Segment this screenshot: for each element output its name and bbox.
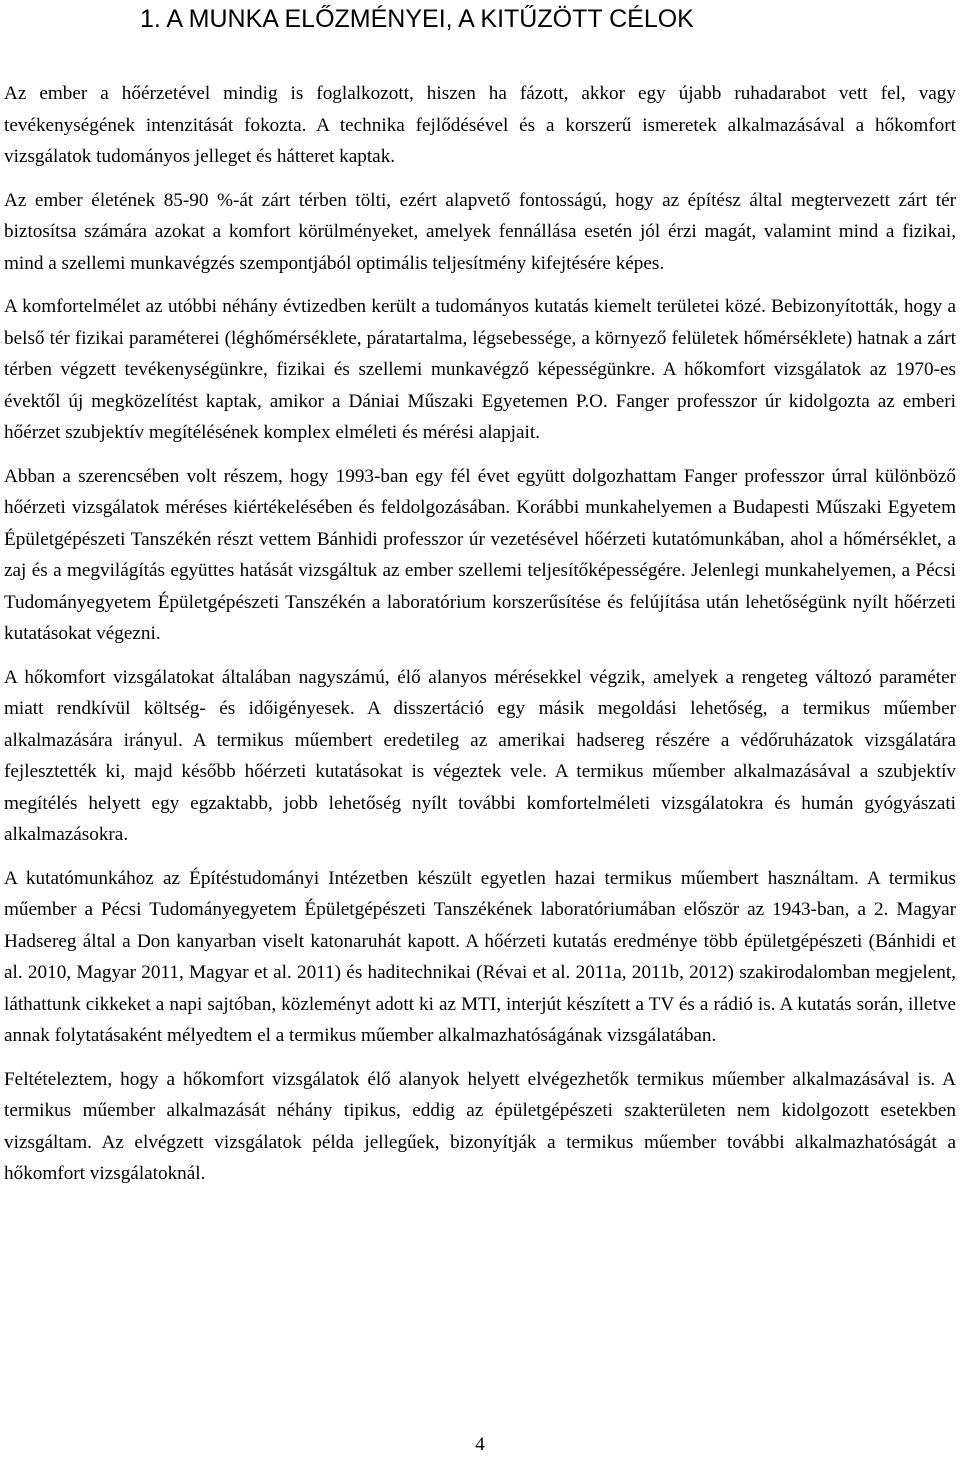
- paragraph-2: Az ember életének 85-90 %-át zárt térben tölti, ezért alapvető fontosságú, hogy az építész által megtervezett zárt tér biztosítsa számára azokat a komfort körülményeket, amelyek fennállása esetén jól érzi magát, valamint mind a fizikai, mind a szellemi munkavégzés szempontjából optimális teljesítmény kifejtésére képes.: [4, 189, 956, 274]
- body-text: [4, 78, 956, 1202]
- paragraph-4: Abban a szerencsében volt részem, hogy 1993-ban egy fél évet együtt dolgozhattam Fanger professzor úrral különböző hőérzeti vizsgálatok méréses kiértékelésében és feldolgozásában. Korábbi munkahelyemen a Budapesti Műszaki Egyetem Épületgépészeti Tanszékén részt vettem Bánhidi professzor úr vezetésével hőérzeti kutatómunkában, ahol a hőmérséklet, a zaj és a megvilágítás együttes hatását vizsgáltuk az ember szellemi teljesítőképességére. Jelenlegi munkahelyemen, a Pécsi Tudományegyetem Épületgépészeti Tanszékén a laboratórium korszerűsítése és felújítása után lehetőségünk nyílt hőérzeti kutatásokat végezni.: [4, 465, 956, 644]
- paragraph-7: Feltételeztem, hogy a hőkomfort vizsgálatok élő alanyok helyett elvégezhetők termikus műember alkalmazásával is. A termikus műember alkalmazását néhány tipikus, eddig az épületgépészeti szakterületen nem kidolgozott esetekben vizsgáltam. Az elvégzett vizsgálatok példa jellegűek, bizonyítják a termikus műember további alkalmazhatóságát a hőkomfort vizsgálatoknál.: [4, 1068, 956, 1184]
- paragraph-5: A hőkomfort vizsgálatokat általában nagyszámú, élő alanyos mérésekkel végzik, amelyek a rengeteg változó paraméter miatt rendkívül költség- és időigényesek. A disszertáció egy másik megoldási lehetőség, a termikus műember alkalmazására irányul. A termikus műembert eredetileg az amerikai hadsereg részére a védőruházatok vizsgálatára fejlesztették ki, majd később hőérzeti kutatásokat is végeztek vele. A termikus műember alkalmazásával a szubjektív megítélés helyett egy egzaktabb, jobb lehetőség nyílt további komfortelméleti vizsgálatokra és humán gyógyászati alkalmazásokra.: [4, 666, 956, 845]
- page-number: 4: [475, 1434, 485, 1455]
- paragraph-6: A kutatómunkához az Építéstudományi Intézetben készült egyetlen hazai termikus műembert használtam. A termikus műember a Pécsi Tudományegyetem Épületgépészeti Tanszékének laboratóriumában először az 1943-ban, a 2. Magyar Hadsereg által a Don kanyarban viselt katonaruhát kapott. A hőérzeti kutatás eredménye több épületgépészeti (Bánhidi et al. 2010, Magyar 2011, Magyar et al. 2011) és haditechnikai (Révai et al. 2011a, 2011b, 2012) szakirodalomban megjelent, láthattunk cikkeket a napi sajtóban, közleményt adott ki az MTI, interjút készített a TV és a rádió is. A kutatás során, illetve annak folytatásaként mélyedtem el a termikus műember alkalmazhatóságának vizsgálatában.: [4, 867, 956, 1046]
- chapter-heading: 1. A MUNKA ELŐZMÉNYEI, A KITŰZÖTT CÉLOK: [140, 5, 694, 33]
- paragraph-1: Az ember a hőérzetével mindig is foglalkozott, hiszen ha fázott, akkor egy újabb ruhadarabot vett fel, vagy tevékenységének intenzitását fokozta. A technika fejlődésével és a korszerű ismeretek alkalmazásával a hőkomfort vizsgálatok tudományos jelleget és hátteret kaptak.: [4, 83, 956, 167]
- paragraph-3: A komfortelmélet az utóbbi néhány évtizedben került a tudományos kutatás kiemelt területei közé. Bebizonyították, hogy a belső tér fizikai paraméterei (léghőmérséklete, páratartalma, légsebessége, a környező felületek hőmérséklete) hatnak a zárt térben végzett tevékenységünkre, fizikai és szellemi munkavégző képességünkre. A hőkomfort vizsgálatok az 1970-es évektől új megközelítést kaptak, amikor a Dániai Műszaki Egyetemen P.O. Fanger professzor úr kidolgozta az emberi hőérzet szubjektív megítélésének komplex elméleti és mérési alapjait.: [4, 296, 956, 443]
